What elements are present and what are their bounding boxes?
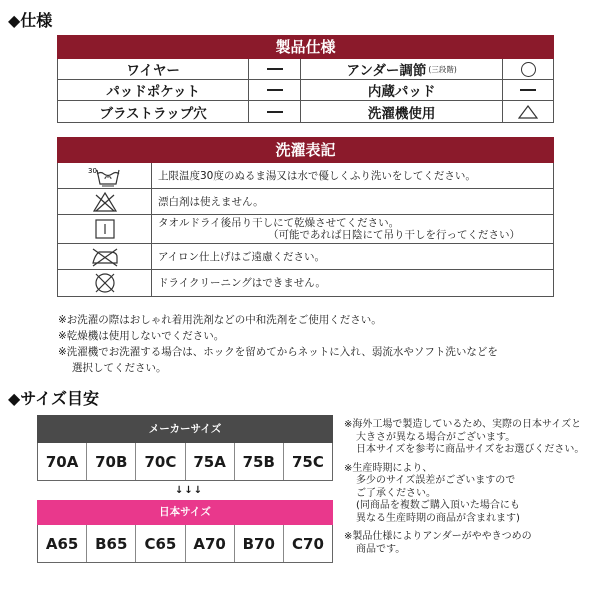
care-notes (58, 312, 498, 376)
size-section-title: ◆サイズ目安 (8, 389, 100, 408)
dash-icon (520, 89, 536, 91)
care-text (152, 189, 553, 214)
spec-value (503, 59, 553, 79)
spec-section-title: ◆仕様 (8, 11, 53, 30)
triangle-icon (518, 105, 538, 119)
size-cell: 75C (292, 452, 324, 471)
care-row (58, 163, 553, 189)
dash-icon (267, 68, 283, 70)
spec-row (58, 101, 553, 122)
care-line-sub: （可能であれば日陰にて吊り干しを行ってください） (268, 229, 520, 241)
spec-label: ワイヤー (58, 59, 249, 79)
care-line: アイロン仕上げはご遠慮ください。 (158, 250, 326, 263)
spec-label: パッドポケット (58, 80, 249, 100)
care-row (58, 270, 553, 296)
size-notes (344, 419, 584, 556)
japan-size-header: 日本サイズ (37, 500, 333, 525)
spec-row (58, 80, 553, 101)
wash-30-gentle-icon (88, 165, 122, 187)
spec-header: 製品仕様 (57, 35, 554, 59)
dash-icon (267, 89, 283, 91)
care-row (58, 215, 553, 244)
japan-size-row (37, 525, 333, 563)
dash-icon (267, 111, 283, 113)
care-icon-cell (58, 244, 152, 269)
size-note-line: 大きさが異なる場合がございます。 (356, 431, 516, 443)
size-note-line: (同商品を複数ご購入頂いた場合にも (356, 500, 520, 511)
spec-value (249, 101, 301, 122)
spec-label (301, 59, 503, 79)
no-iron-icon (90, 246, 120, 268)
note-line: ※お洗濯の際はおしゃれ着用洗剤などの中和洗剤をご使用ください。 (58, 314, 382, 326)
spec-label: ブラストラップ穴 (58, 101, 249, 122)
japan-size-panel (37, 500, 333, 563)
care-icon-cell (58, 189, 152, 214)
size-cell: C70 (292, 534, 324, 553)
spec-label-small: (三段階) (428, 64, 457, 74)
care-icon-cell (58, 215, 152, 243)
circle-icon (521, 62, 536, 77)
size-note-line: 多少のサイズ誤差がございますので (356, 475, 516, 486)
size-cell: B70 (235, 525, 284, 562)
care-rows (57, 163, 554, 297)
care-table (57, 137, 554, 297)
size-cell: C65 (136, 525, 185, 562)
care-text (152, 244, 553, 269)
maker-size-panel (37, 415, 333, 481)
spec-value (249, 59, 301, 79)
spec-table (57, 35, 554, 123)
size-note-line: ※生産時期により、 (344, 462, 433, 474)
size-cell: B65 (87, 525, 136, 562)
care-header: 洗濯表記 (57, 137, 554, 163)
size-note-line: 異なる生産時期の商品が含まれます) (356, 512, 520, 524)
spec-rows (57, 59, 554, 123)
spec-label: 洗濯機使用 (301, 101, 503, 122)
size-note-line: 商品です。 (356, 543, 406, 555)
size-cell: A70 (186, 525, 235, 562)
size-note-line: 日本サイズを参考に商品サイズをお選びください。 (356, 444, 585, 455)
maker-size-row (37, 443, 333, 481)
care-text (152, 215, 553, 243)
size-note-line: ご了承ください。 (356, 487, 436, 499)
no-dry-clean-icon (93, 271, 117, 295)
care-line: タオルドライ後吊り干しにて乾燥させてください。 (158, 217, 400, 229)
size-cell: A65 (38, 525, 87, 562)
care-line: ドライクリーニングはできません。 (158, 277, 326, 289)
no-bleach-icon (92, 191, 118, 213)
maker-size-header: メーカーサイズ (37, 415, 333, 443)
note-line: ※洗濯機でお洗濯する場合は、ホックを留めてからネットに入れ、弱流水やソフト洗いなどを (58, 346, 498, 358)
care-text (152, 163, 553, 188)
size-cell: 70B (87, 443, 136, 480)
note-line: 選択してください。 (72, 362, 167, 374)
care-row (58, 189, 553, 215)
size-cell: 75B (235, 443, 284, 480)
size-cell: 70C (136, 443, 185, 480)
size-note-line: ※海外工場で製造しているため、実際の日本サイズと (344, 419, 582, 430)
care-line: 上限温度30度のぬるま湯又は水で優しくふり洗いをしてください。 (158, 169, 476, 182)
spec-value (503, 101, 553, 122)
spec-row (58, 59, 553, 80)
tumble-dry-no-icon (94, 218, 116, 240)
care-row (58, 244, 553, 270)
care-text (152, 270, 553, 296)
care-line: 漂白剤は使えません。 (158, 195, 264, 208)
wash-temp-label: 30 (87, 166, 97, 175)
size-cell: 75A (186, 443, 235, 480)
spec-value (503, 80, 553, 100)
care-icon-cell (58, 270, 152, 296)
size-cell: 70A (38, 443, 87, 480)
spec-label: 内蔵パッド (301, 80, 503, 100)
size-note-line: ※製品仕様によりアンダーがややきつめの (344, 531, 532, 542)
spec-value (249, 80, 301, 100)
down-arrows-icon: ↓↓↓ (175, 485, 204, 496)
care-icon-cell (58, 163, 152, 188)
spec-label-text: アンダー調節 (346, 63, 427, 79)
note-line: ※乾燥機は使用しないでください。 (58, 330, 225, 342)
